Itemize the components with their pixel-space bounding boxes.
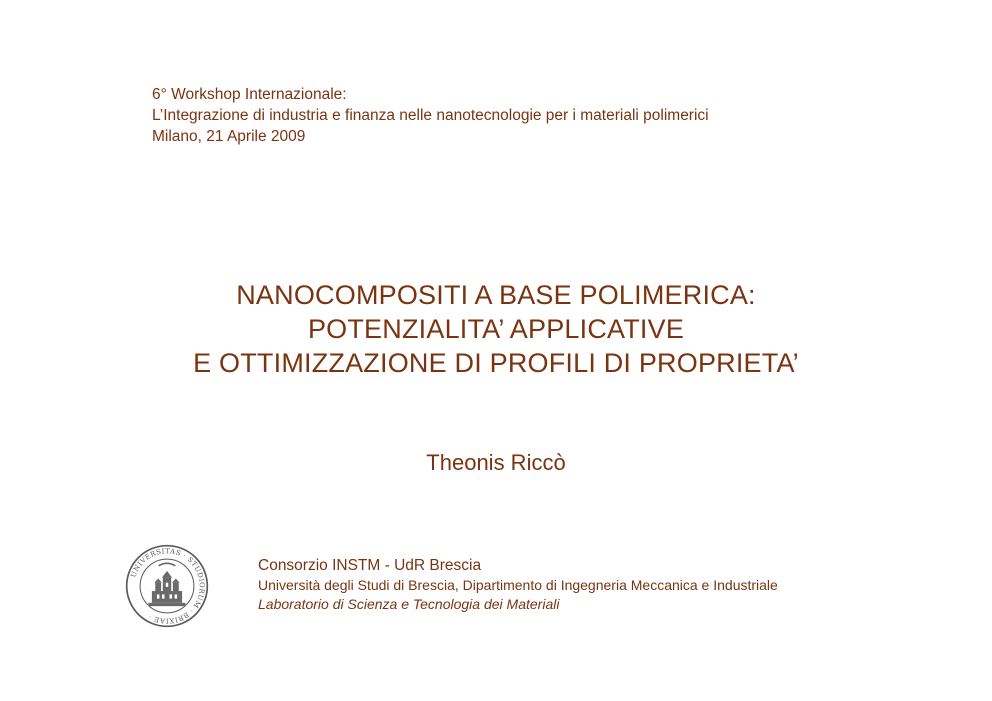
title-line-2: POTENZIALITA’ APPLICATIVE [307, 314, 685, 344]
presentation-title [0, 278, 992, 380]
workshop-info [152, 84, 952, 147]
university-department: Università degli Studi di Brescia, Dipartimento di Ingegneria Meccanica e Industriale [258, 577, 778, 593]
affiliation-block [258, 556, 978, 614]
svg-text:UNIVERSITAS · STUDIORUM · BRIX: UNIVERSITAS · STUDIORUM · BRIXIAE · [129, 547, 206, 625]
workshop-place-date: Milano, 21 Aprile 2009 [152, 128, 306, 145]
university-seal-icon [125, 544, 209, 628]
author-name: Theonis Riccò [426, 450, 566, 475]
laboratory-name: Laboratorio di Scienza e Tecnologia dei Materiali [258, 596, 560, 612]
title-line-3: E OTTIMIZZAZIONE DI PROFILI DI PROPRIETA’ [193, 348, 799, 378]
workshop-theme: L’Integrazione di industria e finanza nelle nanotecnologie per i materiali polimerici [152, 107, 709, 124]
consortium-name: Consorzio INSTM - UdR Brescia [258, 557, 482, 574]
title-line-1: NANOCOMPOSITI A BASE POLIMERICA: [236, 280, 756, 310]
workshop-name: 6° Workshop Internazionale: [152, 86, 347, 103]
